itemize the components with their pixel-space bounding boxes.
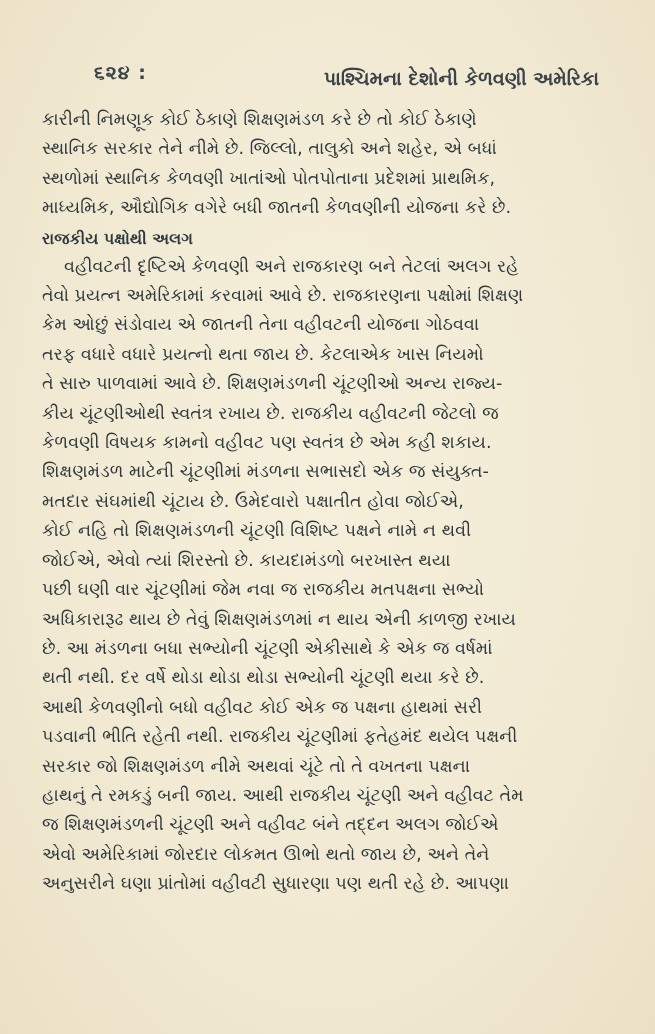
text-line: કીય ચૂંટણીઓથી સ્વતંત્ર રખાય છે. રાજકીય વહીવટની જેટલો જ xyxy=(42,403,499,424)
text-line: સ્થાનિક સરકાર તેને નીમે છે. જિલ્લો, તાલુકો અને શહેર, એ બધાં xyxy=(42,139,497,160)
text-line: હાથનું તે રમકડું બની જાય. આથી રાજકીય ચૂંટણી અને વહીવટ તેમ xyxy=(42,785,524,806)
text-line: જોઈએ, એવો ત્યાં શિરસ્તો છે. કાયદામંડળો બરખાસ્ત થયા xyxy=(42,550,451,571)
paragraph-continued xyxy=(42,106,617,224)
text-line: વહીવટની દૃષ્ટિએ કેળવણી અને રાજકારણ બને તેટલાં અલગ રહે xyxy=(64,256,519,277)
text-line: કેમ ઓછું સંડોવાય એ જાતની તેના વહીવટની યોજના ગોઠવવા xyxy=(42,315,480,336)
text-line: આથી કેળવણીનો બધો વહીવટ કોઈ એક જ પક્ષના હાથમાં સરી xyxy=(42,697,483,718)
text-line: પડવાની ભીતિ રહેતી નથી. રાજકીય ચૂંટણીમાં ફતેહમંદ થયેલ પક્ષની xyxy=(42,727,518,748)
text-line: કોઈ નહિ તો શિક્ષણમંડળની ચૂંટણી વિશિષ્ટ પક્ષને નામે ન થવી xyxy=(42,521,472,542)
text-line: કેળવણી વિષયક કામનો વહીવટ પણ સ્વતંત્ર છે એમ કહી શકાય. xyxy=(42,433,492,454)
running-head: પાશ્ચિમના દેશોની કેળવણી અમેરિકા xyxy=(323,68,599,90)
text-line: થતી નથી. દર વર્ષે થોડા થોડા થોડા સભ્યોની ચૂંટણી થયા કરે છે. xyxy=(42,668,485,689)
text-line: સ્થળોમાં સ્થાનિક કેળવણી ખાતાંઓ પોતપોતાના પ્રદેશમાં પ્રાથમિક, xyxy=(42,168,496,189)
text-line: તેવો પ્રયત્ન અમેરિકામાં કરવામાં આવે છે. રાજકારણના પક્ષોમાં શિક્ષણ xyxy=(42,286,524,307)
text-line: છે. આ મંડળના બધા સભ્યોની ચૂંટણી એકીસાથે કે એક જ વર્ષમાં xyxy=(42,638,493,659)
section-heading: રાજકીય પક્ષોથી અલગ xyxy=(42,228,193,248)
text-line: જ શિક્ષણમંડળની ચૂંટણી અને વહીવટ બંને તદ્દન અલગ જોઈએ xyxy=(42,815,499,836)
page-header xyxy=(42,62,617,102)
text-line: એવો અમેરિકામાં જોરદાર લોકમત ઊભો થતો જાય છે, અને તેને xyxy=(42,844,490,865)
text-line: અનુસરીને ઘણા પ્રાંતોમાં વહીવટી સુધારણા પણ થતી રહે છે. આપણા xyxy=(42,874,509,895)
text-line: સરકાર જો શિક્ષણમંડળ નીમે અથવાં ચૂંટે તો તે વખતના પક્ષના xyxy=(42,756,471,777)
text-line: પછી ઘણી વાર ચૂંટણીમાં જેમ નવા જ રાજકીય મતપક્ષના સભ્યો xyxy=(42,580,485,601)
text-line: અધિકારારૂઢ થાય છે તેવું શિક્ષણમંડળમાં ન થાય એની કાળજી રખાય xyxy=(42,609,516,630)
text-line: કારીની નિમણૂક કોઈ ઠેકાણે શિક્ષણમંડળ કરે છે તો કોઈ ઠેકાણે xyxy=(42,110,477,130)
paragraph-main xyxy=(42,253,617,900)
text-line: માધ્યમિક, ઔદ્યોગિક વગેરે બધી જાતની કેળવણીની યોજના કરે છે. xyxy=(42,198,512,219)
text-line: તરફ વધારે વધારે પ્રયત્નો થતા જાય છે. કેટલાએક ખાસ નિયમો xyxy=(42,344,484,365)
text-line: તે સારુ પાળવામાં આવે છે. શિક્ષણમંડળની ચૂંટણીઓ અન્ય રાજ્ય- xyxy=(42,374,503,395)
page-number: ૬૨૪ : xyxy=(94,62,147,84)
text-line: શિક્ષણમંડળ માટેની ચૂંટણીમાં મંડળના સભાસદો એક જ સંયુક્ત- xyxy=(42,462,489,483)
text-line: મતદાર સંઘમાંથી ચૂંટાય છે. ઉમેદવારો પક્ષાતીત હોવા જોઈએ, xyxy=(42,491,464,512)
